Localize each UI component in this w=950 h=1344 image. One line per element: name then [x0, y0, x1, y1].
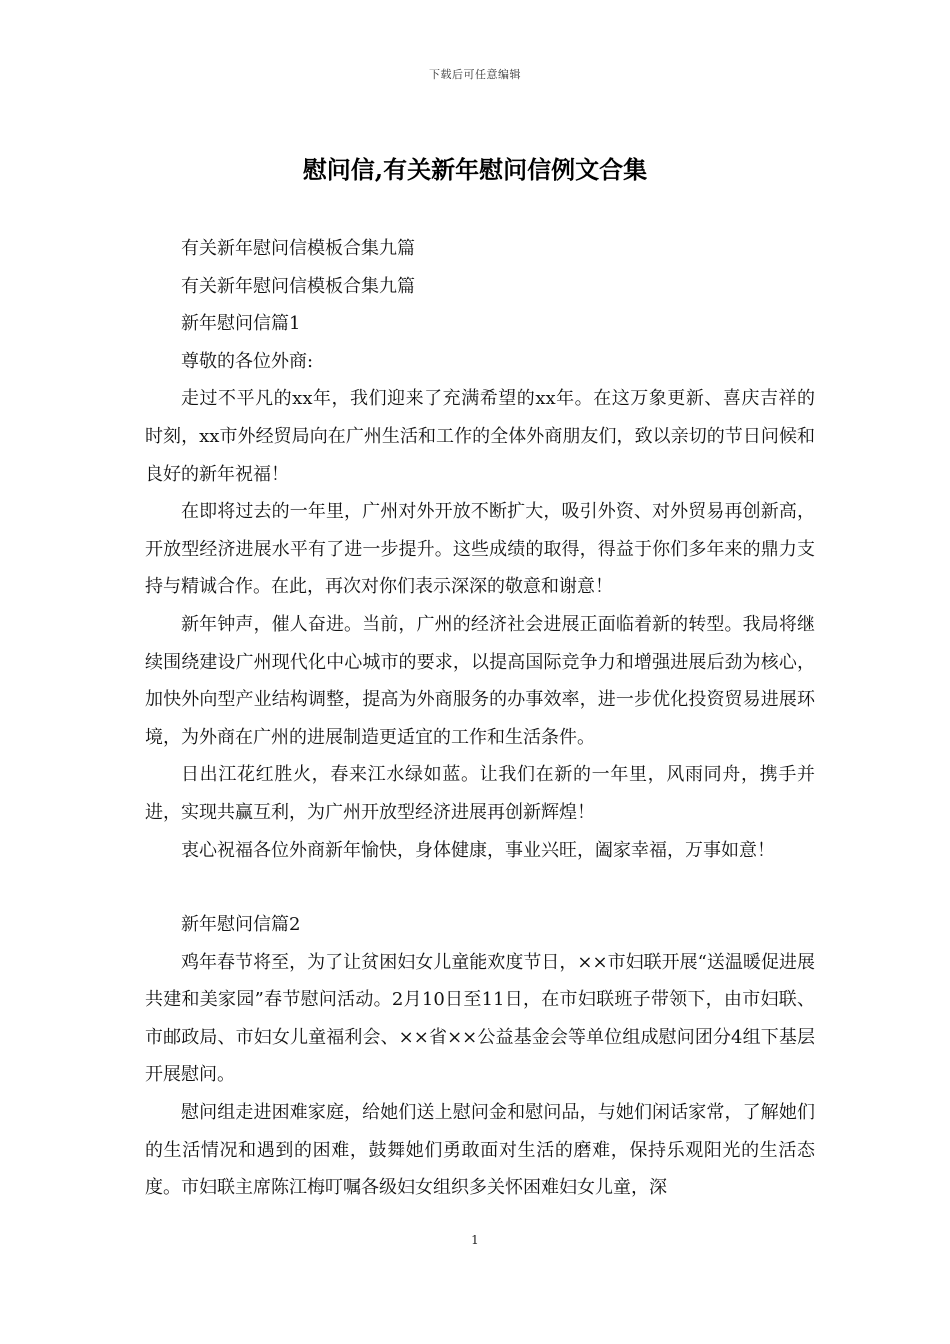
paragraph: 衷心祝福各位外商新年愉快，身体健康，事业兴旺，阖家幸福，万事如意！	[181, 839, 775, 861]
paragraph: 走过不平凡的xx年，我们迎来了充满希望的xx年。在这万象更新、喜庆吉祥的时刻，xx市外经贸局向在广州生活和工作的全体外商朋友们，致以亲切的节日问候和良好的新年祝福！	[145, 388, 815, 485]
paragraph: 新年钟声，催人奋进。当前，广州的经济社会进展正面临着新的转型。我局将继续围绕建设广州现代化中心城市的要求，以提高国际竞争力和增强进展后劲为核心，加快外向型产业结构调整，提高为外商服务的办事效率，进一步优化投资贸易进展环境，为外商在广州的进展制造更适宜的工作和生活条件。	[145, 613, 815, 748]
paragraph: 日出江花红胜火，春来江水绿如蓝。让我们在新的一年里，风雨同舟，携手并进，实现共赢互利，为广州开放型经济进展再创新辉煌！	[145, 764, 815, 823]
paragraph: 有关新年慰问信模板合集九篇	[181, 275, 415, 297]
paragraph: 在即将过去的一年里，广州对外开放不断扩大，吸引外资、对外贸易再创新高，开放型经济进展水平有了进一步提升。这些成绩的取得，得益于你们多年来的鼎力支持与精诚合作。在此，再次对你们表示深深的敬意和谢意！	[145, 501, 815, 598]
page-number: 1	[471, 1233, 479, 1247]
page-header: 下载后可任意编辑	[429, 68, 521, 81]
section-heading: 新年慰问信篇2	[181, 914, 301, 936]
paragraph: 鸡年春节将至，为了让贫困妇女儿童能欢度节日，××市妇联开展“送温暖促进展共建和美家园”春节慰问活动。2月10日至11日，在市妇联班子带领下，由市妇联、市邮政局、市妇女儿童福利会、××省××公益基金会等单位组成慰问团分4组下基层开展慰问。	[145, 951, 815, 1086]
paragraph: 慰问组走进困难家庭，给她们送上慰问金和慰问品，与她们闲话家常，了解她们的生活情况和遇到的困难，鼓舞她们勇敢面对生活的磨难，保持乐观阳光的生活态度。市妇联主席陈江梅叮嘱各级妇女组织多关怀困难妇女儿童，深	[145, 1102, 815, 1199]
document-title: 慰问信,有关新年慰问信例文合集	[302, 155, 648, 184]
document-body	[145, 230, 815, 1207]
section-heading: 新年慰问信篇1	[181, 313, 301, 335]
paragraph: 有关新年慰问信模板合集九篇	[181, 238, 415, 259]
salutation: 尊敬的各位外商:	[181, 350, 314, 372]
